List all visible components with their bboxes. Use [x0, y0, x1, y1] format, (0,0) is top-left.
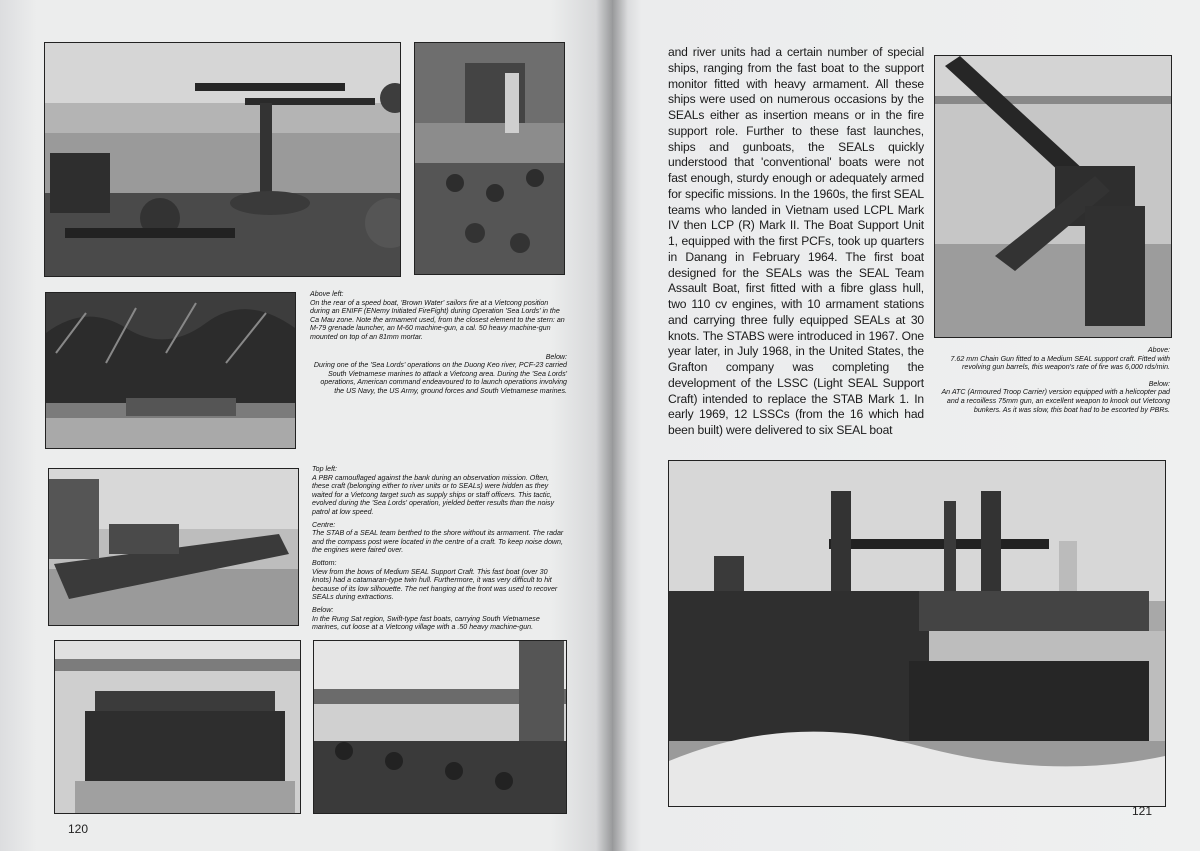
caption-group-2 [312, 465, 567, 632]
caption-tag: Below: [312, 605, 334, 614]
caption-text: An ATC (Armoured Troop Carrier) version equipped with a helicopter pad and a recoilless 75mm gun, an excellent weapon to knock out Vietcong bunkers. As it was slow, this boat had to be escorted by PBRs. [941, 388, 1170, 414]
caption-tag: Bottom: [312, 558, 337, 567]
photo-pcf-riverbank [45, 292, 296, 449]
caption-group-right [936, 346, 1170, 414]
right-page-number: 121 [1132, 804, 1153, 818]
caption-tag: Above: [1147, 346, 1170, 354]
caption-text: 7.62 mm Chain Gun fitted to a Medium SEAL support craft. Fitted with revolving gun barrels, this weapon's rate of fire was 6,000 rds/min. [950, 354, 1170, 372]
caption-tag: Above left: [310, 290, 344, 298]
photo-chain-gun [934, 55, 1172, 338]
caption-tag: Centre: [312, 520, 336, 529]
caption-text: In the Rung Sat region, Swift-type fast boats, carrying South Vietnamese marines, cut loose at a Vietcong village with a .50 heavy machine-gun. [312, 614, 540, 632]
caption-text: During one of the 'Sea Lords' operations on the Duong Keo river, PCF-23 carried South Vietnamese marines to attack a Vietcong area. During the 'Sea Lords' operations, American command endeavoured to to launch operations involving the US Navy, the US Army, ground forces and South Vietnamese marines. [313, 361, 567, 395]
caption-text: The STAB of a SEAL team berthed to the shore without its armament. The radar and the compass post were located in the centre of a craft. To keep noise down, the engines were faired over. [312, 529, 564, 555]
caption-text: On the rear of a speed boat, 'Brown Water' sailors fire at a Vietcong position during an ENIFF (ENemy Initiated FireFight) during Operation 'Sea Lords' in the Ca Mau zone. Note the armament used, from the closest element to the stern: an M-79 grenade launcher, an M-60 machine-gun, a cal. 50 heavy machine-gun mounted on top of an 81mm mortar. [310, 298, 565, 341]
photo-atc-troop-carrier [668, 460, 1166, 807]
photo-stab-berthed [54, 640, 301, 814]
caption-tag: Below: [545, 352, 567, 361]
photo-camouflaged-pbr [48, 468, 299, 626]
photo-boat-crew-flag [414, 42, 565, 275]
book-gutter [596, 0, 628, 851]
body-text: and river units had a certain number of special ships, ranging from the fast boat to the support monitor fitted with heavy armament. All these ships were used on numerous occasions by the SEALs either as insertion means or in the fire support role. Further to these fast launches, ships and gunboats, the SEALs quickly understood that 'conventional' boats were not fast enough, sturdy enough or adequately armed for specific missions. In the 1960s, the first SEAL teams who landed in Vietnam used LCPL Mark IV then LCP (R) Mark II. The Boat Support Unit 1, equipped with the first PCFs, took up quarters in Danang in February 1964. The first boat designed for the SEALs was the SEAL Team Assault Boat, first fitted with a fibre glass hull, two 110 cv engines, with 10 armament stations and carrying three fully equipped SEALs at 30 knots. The STABS were introduced in 1967. One year later, in July 1968, in the United States, the Grafton company was completing the development of the LSSC (Light SEAL Support Craft) intended to replace the STAB Mark 1. In early 1969, 12 LSSCs (from the 16 which had been built) were delivered to six SEAL boat [668, 45, 924, 437]
left-page-number: 120 [68, 822, 89, 836]
caption-group-1 [310, 290, 567, 396]
caption-text: A PBR camouflaged against the bank during an observation mission. Often, these craft (belonging either to river units or to SEALs) were hidden as they waited for a Vietcong target such as supply ships or staff officers. This tactic, evolved during the 'Sea Lords' operation, yielded better results than the noisy patrol at low speed. [312, 473, 555, 516]
photo-gun-crew-firing [44, 42, 401, 277]
caption-text: View from the bows of Medium SEAL Support Craft. This fast boat (over 30 knots) had a catamaran-type twin hull. Furthermore, it was very difficult to hit because of its low silhouette. The net hanging at the front was used to recover SEALs during extractions. [312, 567, 558, 602]
caption-tag: Top left: [312, 465, 337, 473]
photo-swift-boat-marines [313, 640, 567, 814]
caption-tag: Below: [1148, 379, 1170, 388]
